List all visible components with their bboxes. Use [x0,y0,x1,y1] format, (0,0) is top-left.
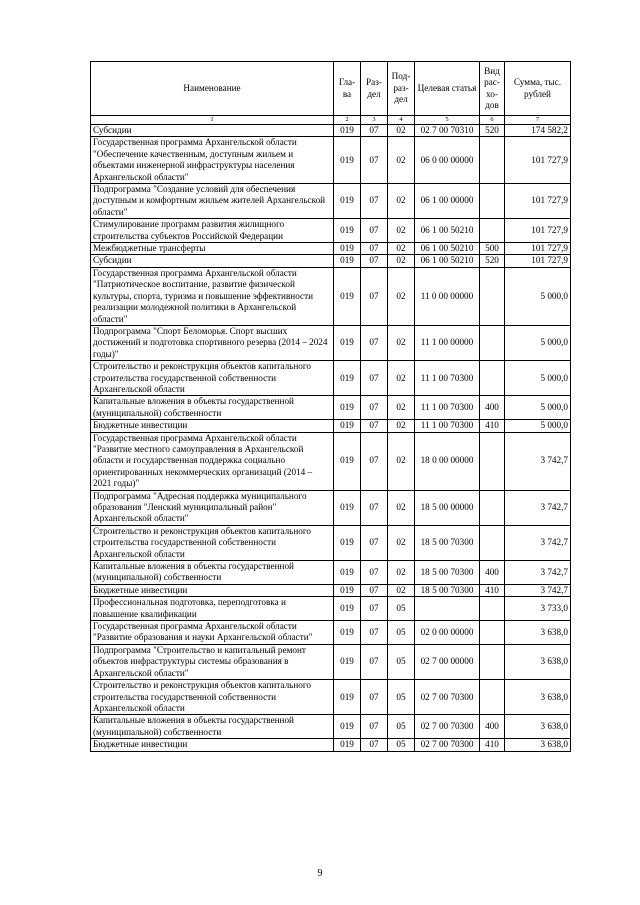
row-podrazdel: 02 [388,525,415,560]
row-podrazdel: 02 [388,561,415,585]
row-razdel: 07 [361,325,388,360]
table-row [91,561,571,585]
row-razdel: 07 [361,715,388,739]
row-podrazdel: 02 [388,396,415,420]
row-sum: 101 727,9 [505,184,571,219]
row-target [415,597,480,621]
row-podrazdel: 05 [388,739,415,751]
row-sum: 3 638,0 [505,644,571,679]
table-row [91,361,571,396]
row-vid [480,267,505,325]
row-podrazdel: 02 [388,243,415,255]
table-row [91,680,571,715]
column-number: 1 [91,116,334,125]
row-razdel: 07 [361,432,388,490]
row-vid [480,525,505,560]
table-row [91,267,571,325]
column-number: 2 [334,116,361,125]
table-row [91,396,571,420]
row-sum: 5 000,0 [505,396,571,420]
row-vid [480,680,505,715]
row-vid [480,490,505,525]
row-name: Бюджетные инвестиции [91,739,334,751]
row-glava: 019 [334,597,361,621]
row-target: 11 0 00 00000 [415,267,480,325]
row-sum: 3 638,0 [505,680,571,715]
row-vid [480,184,505,219]
column-number: 5 [415,116,480,125]
row-glava: 019 [334,644,361,679]
row-podrazdel: 02 [388,267,415,325]
row-sum: 5 000,0 [505,420,571,432]
row-vid [480,621,505,645]
table-row [91,490,571,525]
row-razdel: 07 [361,621,388,645]
table-row [91,137,571,184]
row-glava: 019 [334,680,361,715]
row-target: 06 1 00 50210 [415,243,480,255]
row-sum: 3 742,7 [505,432,571,490]
table-row [91,219,571,243]
row-target: 02 0 00 00000 [415,621,480,645]
row-sum: 3 742,7 [505,561,571,585]
row-podrazdel: 02 [388,137,415,184]
row-sum: 3 742,7 [505,490,571,525]
row-sum: 101 727,9 [505,137,571,184]
row-razdel: 07 [361,739,388,751]
row-sum: 3 638,0 [505,739,571,751]
header-podrazdel: Под-раз-дел [388,62,415,116]
row-vid [480,597,505,621]
row-vid [480,644,505,679]
row-vid: 410 [480,420,505,432]
header-name: Наименование [91,62,334,116]
row-target: 02 7 00 00000 [415,644,480,679]
row-target: 18 5 00 70300 [415,584,480,596]
row-vid: 500 [480,243,505,255]
row-razdel: 07 [361,219,388,243]
table-row [91,597,571,621]
row-target: 02 7 00 70300 [415,739,480,751]
row-target: 18 0 00 00000 [415,432,480,490]
table-row [91,715,571,739]
row-razdel: 07 [361,396,388,420]
row-razdel: 07 [361,255,388,267]
row-name: Подпрограмма "Строительство и капитальный ремонт объектов инфраструктуры системы образования в Архангельской области" [91,644,334,679]
row-name: Капитальные вложения в объекты государственной (муниципальной) собственности [91,715,334,739]
row-sum: 101 727,9 [505,255,571,267]
row-target: 06 1 00 00000 [415,184,480,219]
row-sum: 3 638,0 [505,621,571,645]
row-glava: 019 [334,255,361,267]
column-number: 7 [505,116,571,125]
row-razdel: 07 [361,243,388,255]
row-razdel: 07 [361,490,388,525]
row-name: Межбюджетные трансферты [91,243,334,255]
table-row [91,420,571,432]
row-glava: 019 [334,561,361,585]
column-number-row [91,116,571,125]
row-target: 11 1 00 00000 [415,325,480,360]
row-name: Субсидии [91,255,334,267]
row-razdel: 07 [361,644,388,679]
row-name: Подпрограмма "Спорт Беломорья. Спорт высших достижений и подготовка спортивного резерва (2014 – 2024 годы)" [91,325,334,360]
row-name: Субсидии [91,125,334,137]
row-vid [480,219,505,243]
header-vid: Вид рас-хо-дов [480,62,505,116]
row-podrazdel: 05 [388,715,415,739]
row-podrazdel: 02 [388,432,415,490]
row-podrazdel: 02 [388,219,415,243]
table-row [91,621,571,645]
row-name: Строительство и реконструкция объектов капитального строительства государственной собственности Архангельской области [91,361,334,396]
row-glava: 019 [334,420,361,432]
table-row [91,255,571,267]
row-sum: 101 727,9 [505,219,571,243]
row-vid: 520 [480,125,505,137]
table-row [91,584,571,596]
budget-table [90,61,571,752]
row-glava: 019 [334,715,361,739]
row-name: Бюджетные инвестиции [91,420,334,432]
row-name: Профессиональная подготовка, переподготовка и повышение квалификации [91,597,334,621]
row-glava: 019 [334,184,361,219]
row-podrazdel: 02 [388,420,415,432]
header-sum: Сумма, тыс. рублей [505,62,571,116]
row-vid [480,432,505,490]
row-glava: 019 [334,396,361,420]
row-target: 02 7 00 70300 [415,680,480,715]
row-target: 18 5 00 70300 [415,561,480,585]
row-glava: 019 [334,584,361,596]
table-row [91,325,571,360]
row-vid: 400 [480,396,505,420]
row-name: Бюджетные инвестиции [91,584,334,596]
row-razdel: 07 [361,125,388,137]
row-glava: 019 [334,219,361,243]
table-row [91,432,571,490]
row-razdel: 07 [361,184,388,219]
row-vid [480,361,505,396]
row-glava: 019 [334,361,361,396]
row-target: 11 1 00 70300 [415,420,480,432]
row-glava: 019 [334,325,361,360]
row-glava: 019 [334,621,361,645]
row-razdel: 07 [361,267,388,325]
row-sum: 5 000,0 [505,325,571,360]
row-target: 18 5 00 00000 [415,490,480,525]
row-podrazdel: 02 [388,184,415,219]
row-target: 11 1 00 70300 [415,396,480,420]
table-row [91,644,571,679]
row-name: Государственная программа Архангельской области "Развитие местного самоуправления в Архангельской области и государственная поддержка социально ориентированных некоммерческих организаций (2014 – 2021 годы)" [91,432,334,490]
row-name: Строительство и реконструкция объектов капитального строительства государственной собственности Архангельской области [91,680,334,715]
row-name: Стимулирование программ развития жилищного строительства субъектов Российской Федерации [91,219,334,243]
row-vid: 400 [480,715,505,739]
page-number: 9 [317,868,323,879]
row-razdel: 07 [361,525,388,560]
row-razdel: 07 [361,680,388,715]
row-razdel: 07 [361,584,388,596]
row-vid: 410 [480,739,505,751]
row-glava: 019 [334,739,361,751]
column-number: 3 [361,116,388,125]
row-target: 06 1 00 50210 [415,219,480,243]
row-vid: 400 [480,561,505,585]
row-podrazdel: 02 [388,361,415,396]
row-razdel: 07 [361,420,388,432]
table-row [91,525,571,560]
row-podrazdel: 05 [388,680,415,715]
row-target: 18 5 00 70300 [415,525,480,560]
row-name: Подпрограмма "Создание условий для обеспечения доступным и комфортным жильем жителей Архангельской области" [91,184,334,219]
row-name: Капитальные вложения в объекты государственной (муниципальной) собственности [91,396,334,420]
row-sum: 3 742,7 [505,584,571,596]
table-row [91,125,571,137]
table-row [91,184,571,219]
row-glava: 019 [334,490,361,525]
row-vid: 410 [480,584,505,596]
table-row [91,739,571,751]
row-glava: 019 [334,525,361,560]
row-name: Государственная программа Архангельской области "Развитие образования и науки Архангельской области" [91,621,334,645]
row-name: Строительство и реконструкция объектов капитального строительства государственной собственности Архангельской области [91,525,334,560]
row-sum: 101 727,9 [505,243,571,255]
row-sum: 3 733,0 [505,597,571,621]
row-glava: 019 [334,137,361,184]
row-podrazdel: 02 [388,255,415,267]
row-name: Государственная программа Архангельской области "Обеспечение качественным, доступным жильем и объектами инженерной инфраструктуры населения Архангельской области" [91,137,334,184]
row-sum: 3 638,0 [505,715,571,739]
row-target: 06 0 00 00000 [415,137,480,184]
row-target: 02 7 00 70310 [415,125,480,137]
row-razdel: 07 [361,597,388,621]
header-row [91,62,571,116]
row-razdel: 07 [361,361,388,396]
row-sum: 5 000,0 [505,361,571,396]
row-podrazdel: 05 [388,621,415,645]
row-vid [480,137,505,184]
row-name: Государственная программа Архангельской области "Патриотическое воспитание, развитие физической культуры, спорта, туризма и повышение эффективности реализации молодежной политики в Архангельской области" [91,267,334,325]
row-vid: 520 [480,255,505,267]
row-target: 11 1 00 70300 [415,361,480,396]
table-row [91,243,571,255]
row-name: Подпрограмма "Адресная поддержка муниципального образования "Ленский муниципальный район" Архангельской области" [91,490,334,525]
row-podrazdel: 02 [388,325,415,360]
table-body [91,125,571,752]
header-glava: Гла-ва [334,62,361,116]
row-razdel: 07 [361,137,388,184]
row-glava: 019 [334,125,361,137]
row-podrazdel: 02 [388,584,415,596]
header-razdel: Раз-дел [361,62,388,116]
row-target: 06 1 00 50210 [415,255,480,267]
row-podrazdel: 02 [388,125,415,137]
row-razdel: 07 [361,561,388,585]
row-name: Капитальные вложения в объекты государственной (муниципальной) собственности [91,561,334,585]
row-glava: 019 [334,432,361,490]
row-target: 02 7 00 70300 [415,715,480,739]
column-number: 6 [480,116,505,125]
row-sum: 3 742,7 [505,525,571,560]
row-podrazdel: 05 [388,644,415,679]
row-vid [480,325,505,360]
row-sum: 174 582,2 [505,125,571,137]
header-target: Целевая статья [415,62,480,116]
row-glava: 019 [334,267,361,325]
row-sum: 5 000,0 [505,267,571,325]
column-number: 4 [388,116,415,125]
row-podrazdel: 02 [388,490,415,525]
row-glava: 019 [334,243,361,255]
row-podrazdel: 05 [388,597,415,621]
